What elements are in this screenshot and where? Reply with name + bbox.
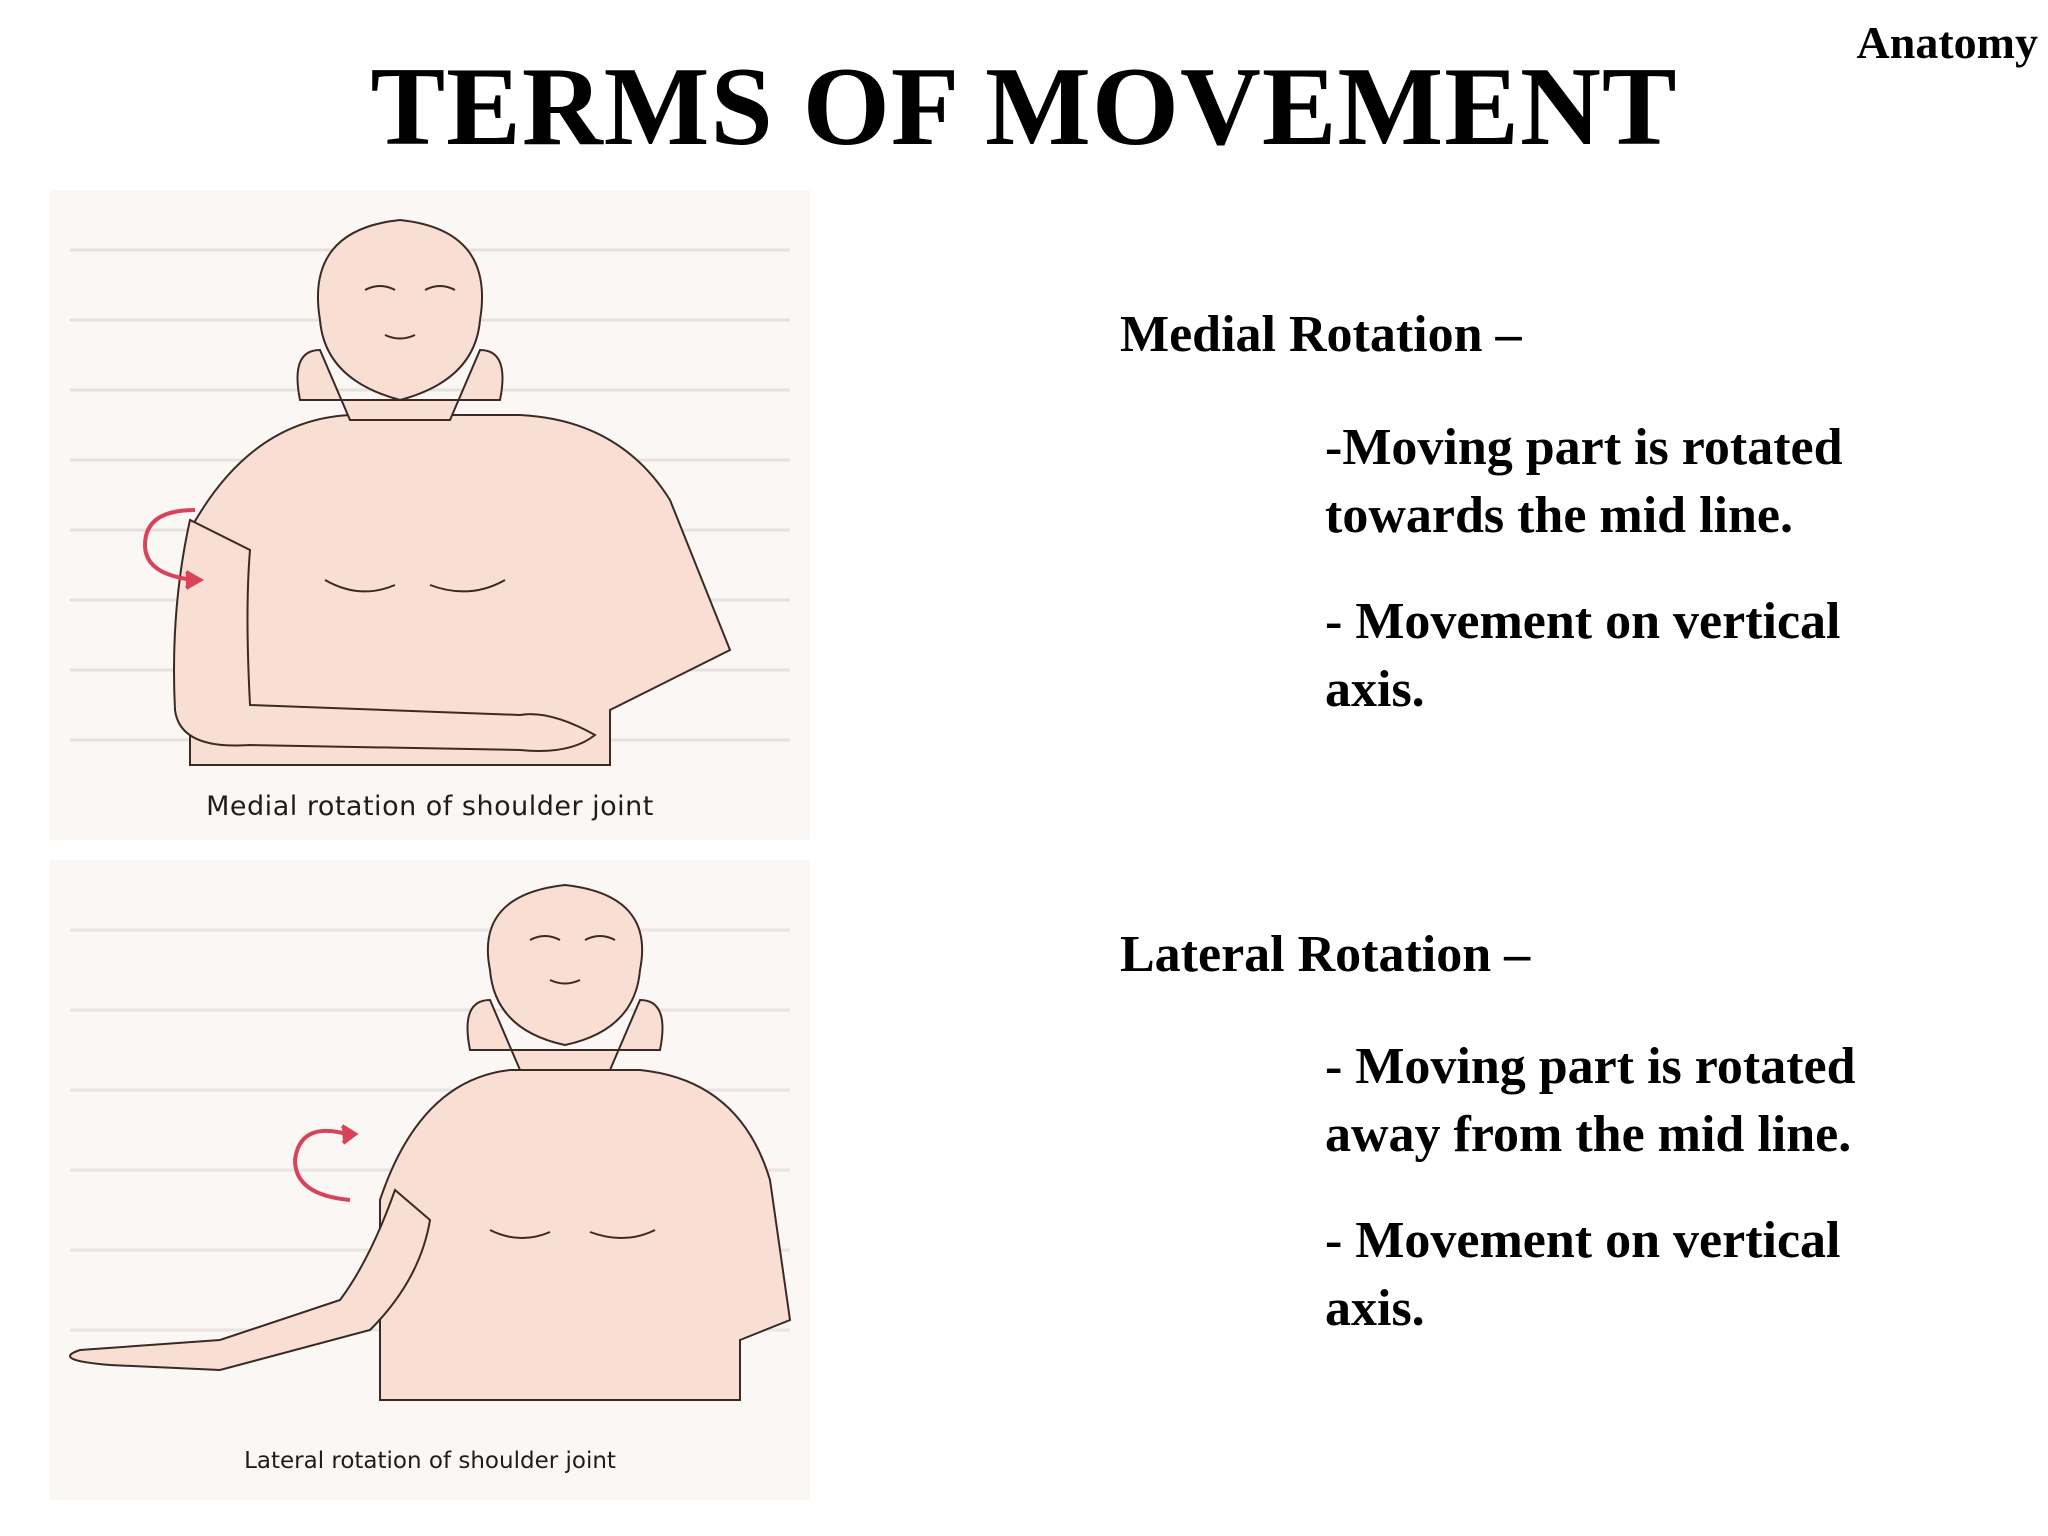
lateral-rotation-description (1325, 1033, 1885, 1381)
medial-point-2: - Movement on vertical axis. (1325, 593, 1841, 718)
medial-rotation-description (1325, 414, 1885, 762)
lateral-point-1: - Moving part is rotated away from the mid line. (1325, 1038, 1856, 1163)
subject-label: Anatomy (1856, 17, 2038, 68)
rotation-arrow-outward-icon (295, 1126, 355, 1200)
lateral-rotation-caption: Lateral rotation of shoulder joint (244, 1448, 616, 1474)
lateral-rotation-figure (50, 860, 810, 1500)
medial-point-1: -Moving part is rotated towards the mid line. (1325, 419, 1843, 544)
lateral-rotation-term: Lateral Rotation – (1120, 926, 1531, 983)
medial-rotation-illustration (50, 190, 810, 840)
slide-title: TERMS OF MOVEMENT (370, 45, 1678, 169)
medial-rotation-caption: Medial rotation of shoulder joint (206, 791, 654, 822)
medial-rotation-figure (50, 190, 810, 840)
medial-rotation-term: Medial Rotation – (1120, 306, 1522, 363)
lateral-rotation-illustration (50, 860, 810, 1500)
lateral-point-2: - Movement on vertical axis. (1325, 1212, 1841, 1337)
